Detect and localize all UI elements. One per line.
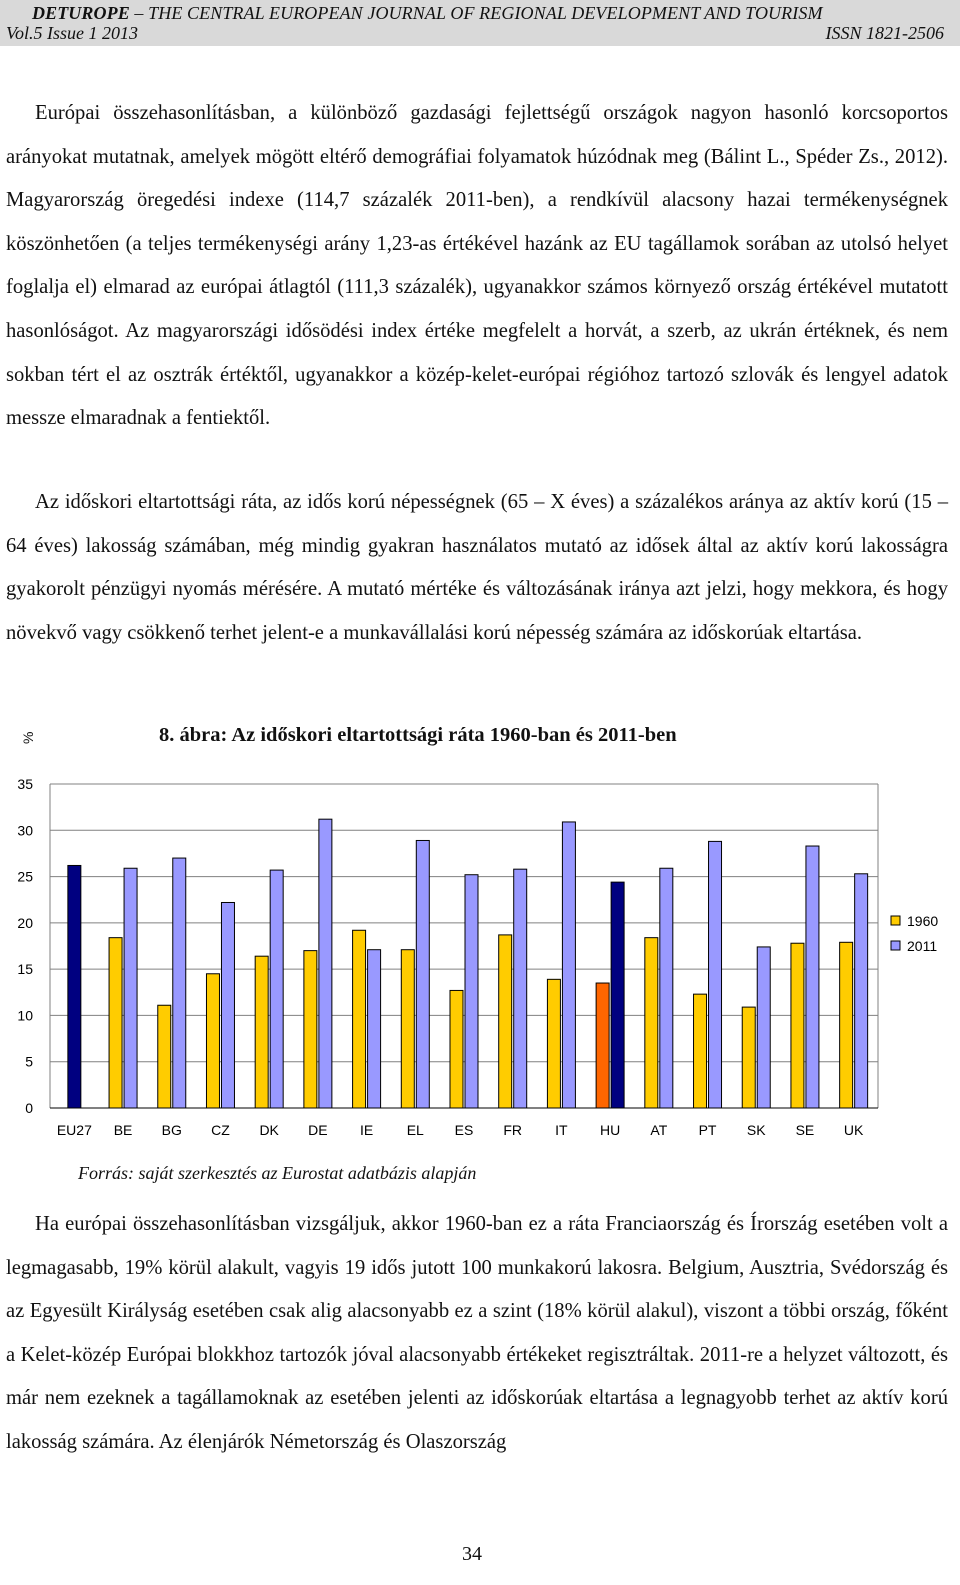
bar-2011-CZ xyxy=(221,902,234,1108)
legend-swatch xyxy=(891,941,900,950)
x-tick-label: BE xyxy=(113,1122,133,1138)
y-tick-label: 15 xyxy=(17,961,33,978)
x-tick-label: DE xyxy=(308,1122,328,1138)
x-tick-label: SE xyxy=(795,1122,815,1138)
bar-2011-HU xyxy=(611,882,624,1108)
bar-1960-FR xyxy=(499,935,512,1108)
journal-title: DETUROPE – THE CENTRAL EUROPEAN JOURNAL OF REGIONAL DEVELOPMENT AND TOURISM xyxy=(32,3,823,23)
x-tick-label: ES xyxy=(454,1122,474,1138)
x-tick-label: IE xyxy=(359,1122,374,1138)
x-tick-label: IT xyxy=(555,1122,568,1138)
y-tick-label: 5 xyxy=(25,1053,33,1070)
bar-2011-BE xyxy=(124,868,137,1108)
page-number: 34 xyxy=(462,1543,482,1565)
y-tick-label: 0 xyxy=(25,1100,33,1116)
bar-1960-IT xyxy=(547,979,560,1108)
legend-swatch xyxy=(891,916,900,925)
paragraph-1: Európai összehasonlításban, a különböző gazdasági fejlettségű országok nagyon hasonló korcsoportos arányokat mutatnak, amelyek mögött eltérő demográfiai folyamatok húzódnak meg (Bálint L., Spéder Zs., 2012). Magyarország öregedési indexe (114,7 százalék 2011-ben), a rendkívül alacsony hazai termékenységnek köszönhetően (a teljes termékenységi arány 1,23-as értékével hazánk az EU tagállamok sorában az utolsó helyet foglalja el) elmarad az európai átlagtól (111,3 százalék), ugyanakkor számos környező ország értékével mutatott hasonlóságot. Az magyarországi idősödési index értéke megfelelt a horvát, a szerb, az ukrán értéknek, és nem sokban tért el az osztrák értéktől, ugyanakkor a közép-kelet-európai régióhoz tartozó szlovák és lengyel adatok messze elmaradnak a fentiektől. xyxy=(6,102,948,430)
bar-1960-PT xyxy=(694,994,707,1108)
bar-2011-PT xyxy=(709,841,722,1108)
x-tick-label: EL xyxy=(406,1122,424,1138)
chart-y-axis-label: % xyxy=(20,731,36,744)
bar-1960-BE xyxy=(109,938,122,1108)
bar-1960-SE xyxy=(791,943,804,1108)
bar-2011-IE xyxy=(368,950,381,1108)
bar-2011-ES xyxy=(465,875,478,1108)
bar-2011-IT xyxy=(562,822,575,1108)
bar-1960-EL xyxy=(401,950,414,1108)
journal-header xyxy=(0,0,960,46)
bar-1960-ES xyxy=(450,990,463,1108)
bar-2011-DE xyxy=(319,819,332,1108)
bar-2011-EL xyxy=(416,840,429,1108)
bar-2011-EU27 xyxy=(68,865,81,1108)
y-tick-label: 30 xyxy=(17,822,33,839)
bar-1960-DK xyxy=(255,956,268,1108)
bar-2011-UK xyxy=(855,874,868,1108)
bar-2011-BG xyxy=(173,858,186,1108)
x-tick-label: EU27 xyxy=(56,1122,92,1138)
x-tick-label: FR xyxy=(503,1122,523,1138)
y-tick-label: 20 xyxy=(17,914,33,931)
x-tick-label: CZ xyxy=(211,1122,230,1138)
bar-2011-AT xyxy=(660,868,673,1108)
figure-source: Forrás: saját szerkesztés az Eurostat adatbázis alapján xyxy=(78,1163,477,1183)
x-tick-label: HU xyxy=(600,1122,621,1138)
x-tick-label: PT xyxy=(698,1122,717,1138)
bar-1960-DE xyxy=(304,951,317,1108)
y-tick-label: 25 xyxy=(17,868,33,885)
bar-2011-SE xyxy=(806,846,819,1108)
x-tick-label: DK xyxy=(259,1122,279,1138)
bar-1960-IE xyxy=(353,930,366,1108)
bar-1960-HU xyxy=(596,983,609,1108)
bar-2011-DK xyxy=(270,870,283,1108)
y-tick-label: 10 xyxy=(17,1007,33,1024)
journal-issn: ISSN 1821-2506 xyxy=(825,23,944,43)
x-tick-label: AT xyxy=(650,1122,668,1138)
bar-2011-FR xyxy=(514,869,527,1108)
figure-title: 8. ábra: Az időskori eltartottsági ráta 1960-ban és 2011-ben xyxy=(159,724,677,746)
journal-volume: Vol.5 Issue 1 2013 xyxy=(6,23,138,43)
bar-1960-AT xyxy=(645,938,658,1108)
x-tick-label: UK xyxy=(843,1122,864,1138)
x-tick-label: BG xyxy=(161,1122,182,1138)
legend-label: 1960 xyxy=(907,913,939,929)
bar-1960-CZ xyxy=(206,974,219,1108)
bar-1960-UK xyxy=(840,942,853,1108)
bar-1960-BG xyxy=(158,1005,171,1108)
x-tick-label: SK xyxy=(746,1122,766,1138)
bar-2011-SK xyxy=(757,947,770,1108)
y-tick-label: 35 xyxy=(17,776,33,792)
paragraph-3: Ha európai összehasonlításban vizsgáljuk, akkor 1960-ban ez a ráta Franciaország és Írország esetében volt a legmagasabb, 19% körül alakult, vagyis 19 idős jutott 100 munkakorú lakosra. Belgium, Ausztria, Svédország és az Egyesült Királyság esetében csak alig alacsonyabb ez a szint (18% körül alakul), viszont a többi ország, főként a Kelet-közép Európai blokkhoz tartozók jóval alacsonyabb értékeket regisztráltak. 2011-re a helyzet változott, és már nem ezeknek a tagállamoknak az esetében jelenti az időskorúak eltartása a legnagyobb terhet az aktív korú lakosság számára. Az élenjárók Németország és Olaszország xyxy=(6,1213,948,1453)
paragraph-2: Az időskori eltartottsági ráta, az idős korú népességnek (65 – X éves) a százalékos aránya az aktív korú (15 – 64 éves) lakosság számában, még mindig gyakran használatos mutató az idősek által az aktív korú lakosságra gyakorolt pénzügyi nyomás mérésére. A mutató mértéke és változásának iránya azt jelzi, hogy mekkora, és hogy növekvő vagy csökkenő terhet jelent-e a munkavállalási korú népesség számára az időskorúak eltartása. xyxy=(6,491,948,644)
legend-label: 2011 xyxy=(907,938,938,954)
bar-1960-SK xyxy=(742,1007,755,1108)
bar-chart xyxy=(0,740,960,1150)
